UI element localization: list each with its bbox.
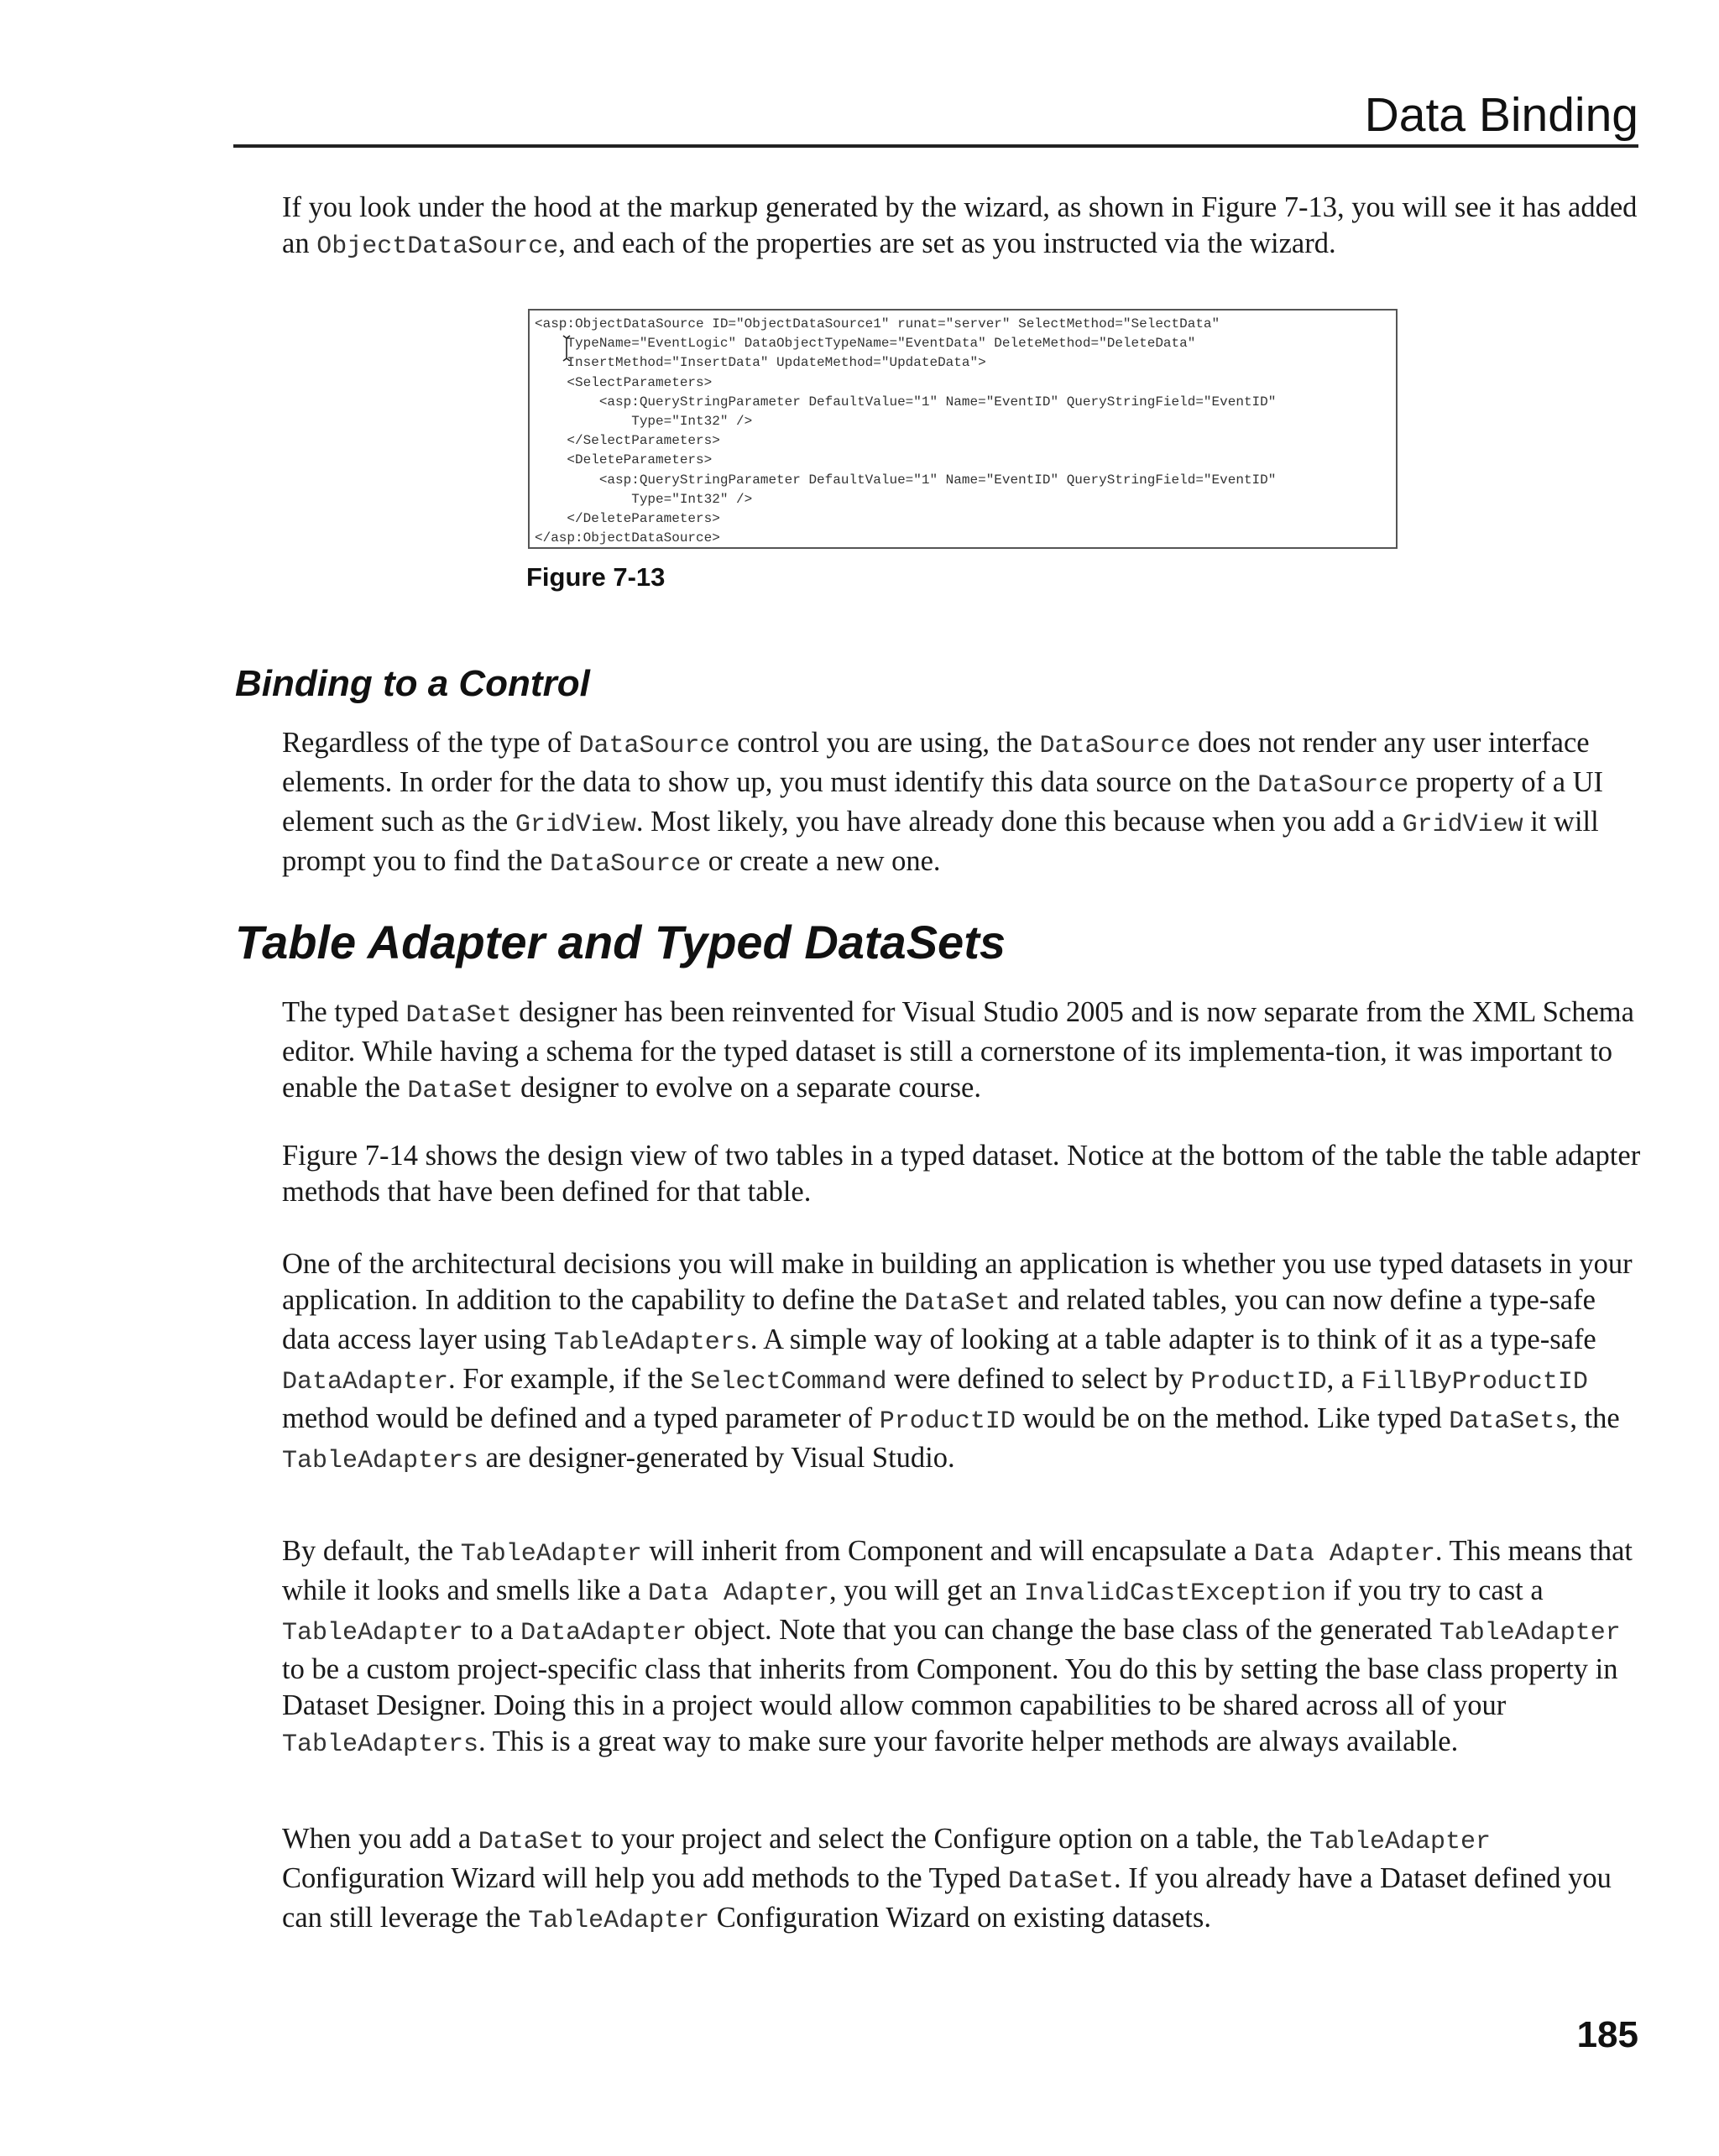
text-span: designer to evolve on a separate course.	[513, 1072, 981, 1104]
section-heading-binding: Binding to a Control	[235, 663, 590, 704]
code-span: DataAdapter	[520, 1619, 687, 1647]
text-span: . Most likely, you have already done this because when you add a	[635, 806, 1403, 838]
code-span: DataSource	[1257, 771, 1409, 800]
figure-caption: Figure 7-13	[526, 562, 666, 592]
text-span: designer has been reinvented for Visual Studio 2005 and is now separate from the XML Schema editor. While having a schema for the typed dataset is still a cornerstone of its implementa-tion, it was important to enable the	[282, 996, 1634, 1104]
code-line: Type="Int32" />	[535, 414, 753, 430]
code-line: <asp:ObjectDataSource ID="ObjectDataSource1" runat="server" SelectMethod="SelectData"	[535, 316, 1220, 331]
text-span: Configuration Wizard will help you add methods to the Typed	[282, 1862, 1008, 1894]
code-span: Data Adapter	[1253, 1540, 1435, 1569]
code-line: <SelectParameters>	[535, 374, 713, 390]
running-head-title: Data Binding	[1364, 88, 1638, 142]
code-line: </SelectParameters>	[535, 433, 720, 449]
code-span: TableAdapter	[282, 1619, 464, 1647]
code-span: DataSet	[478, 1828, 584, 1856]
code-span: DataSource	[550, 850, 702, 879]
code-span: TableAdapters	[282, 1731, 479, 1759]
text-span: Configuration Wizard on existing datasets.	[709, 1902, 1211, 1934]
adapter-paragraph-4	[282, 1533, 1642, 1763]
text-span: does not render any user interface elements. In order for the data to show up, you must identify this data source on the	[282, 727, 1590, 798]
binding-paragraph	[282, 725, 1642, 883]
text-span: to your project and select the Configure option on a table, the	[583, 1823, 1309, 1855]
text-span: would be on the method. Like typed	[1015, 1402, 1450, 1434]
text-span: , you will get an	[829, 1574, 1024, 1606]
text-span: it will prompt you to find the	[282, 806, 1599, 877]
text-span: . This is a great way to make sure your favorite helper methods are always available.	[478, 1725, 1459, 1757]
adapter-paragraph-5	[282, 1821, 1642, 1939]
code-span: DataAdapter	[282, 1368, 449, 1396]
text-span: control you are using, the	[729, 727, 1040, 759]
code-span: DataSets	[1449, 1407, 1570, 1436]
section-heading-table-adapter: Table Adapter and Typed DataSets	[235, 916, 1006, 968]
text-span: , the	[1570, 1402, 1620, 1434]
adapter-paragraph-1	[282, 994, 1642, 1109]
text-span: . For example, if the	[448, 1363, 691, 1395]
code-span: DataSource	[1039, 732, 1191, 760]
text-span: method would be defined and a typed parameter of	[282, 1402, 880, 1434]
code-span: ProductID	[1190, 1368, 1327, 1396]
running-head	[233, 86, 1638, 148]
page-number: 185	[1576, 2014, 1638, 2055]
code-span: TableAdapter	[1439, 1619, 1621, 1647]
text-span: to be a custom project-specific class that inherits from Component. You do this by setting the base class property in Dataset Designer. Doing this in a project would allow common capabilities to be shared across all of your	[282, 1653, 1618, 1721]
code-span: TableAdapters	[282, 1447, 479, 1475]
adapter-paragraph-3	[282, 1246, 1642, 1480]
text-span: When you add a	[282, 1823, 478, 1855]
text-span: property of a UI element such as the	[282, 766, 1604, 838]
code-span: ObjectDataSource	[316, 232, 559, 261]
text-span: object. Note that you can change the base class of the generated	[687, 1614, 1439, 1646]
code-span: Data Adapter	[647, 1579, 830, 1608]
code-line: Type="Int32" />	[535, 491, 753, 507]
code-span: DataSet	[407, 1077, 514, 1105]
text-span: If you look under the hood at the markup generated by the wizard, as shown in Figure 7-13, you will see it has added an	[282, 191, 1638, 259]
text-span: if you try to cast a	[1325, 1574, 1544, 1606]
text-cursor-icon	[562, 334, 575, 363]
code-span: InvalidCastException	[1023, 1579, 1326, 1608]
code-line: <DeleteParameters>	[535, 452, 713, 468]
code-span: TableAdapters	[553, 1329, 750, 1357]
text-span: , and each of the properties are set as you instructed via the wizard.	[558, 227, 1336, 259]
text-span: . A simple way of looking at a table adapter is to think of it as a type-safe	[750, 1323, 1596, 1355]
text-span: . This means that while it looks and smells like a	[282, 1535, 1633, 1606]
code-span: DataSource	[578, 732, 730, 760]
code-line: InsertMethod="InsertData" UpdateMethod="UpdateData">	[535, 355, 986, 371]
text-span: are designer-generated by Visual Studio.	[478, 1442, 955, 1474]
code-span: GridView	[515, 811, 636, 839]
adapter-paragraph-2: Figure 7-14 shows the design view of two tables in a typed dataset. Notice at the bottom of the table the table adapter methods that have been defined for that table.	[282, 1140, 1641, 1208]
text-span: The typed	[282, 996, 406, 1028]
code-line: <asp:QueryStringParameter DefaultValue="1" Name="EventID" QueryStringField="EventID"	[535, 394, 1277, 410]
text-span: were defined to select by	[886, 1363, 1191, 1395]
code-span: TableAdapter	[460, 1540, 642, 1569]
code-span: FillByProductID	[1361, 1368, 1588, 1396]
code-span: TableAdapter	[1309, 1828, 1492, 1856]
figure-7-13-code-screenshot	[528, 309, 1398, 549]
code-span: DataSet	[1007, 1867, 1114, 1896]
intro-paragraph	[282, 190, 1642, 265]
code-span: GridView	[1402, 811, 1523, 839]
code-line: </DeleteParameters>	[535, 511, 720, 527]
text-span: , a	[1326, 1363, 1361, 1395]
code-listing	[535, 315, 1276, 548]
text-span: By default, the	[282, 1535, 461, 1567]
code-span: TableAdapter	[528, 1907, 710, 1935]
text-span: or create a new one.	[701, 845, 941, 877]
code-span: SelectCommand	[690, 1368, 887, 1396]
code-line: </asp:ObjectDataSource>	[535, 530, 720, 546]
code-span: ProductID	[879, 1407, 1016, 1436]
text-span: will inherit from Component and will encapsulate a	[641, 1535, 1254, 1567]
text-span: and related tables, you can now define a type-safe data access layer using	[282, 1284, 1596, 1355]
text-span: . If you already have a Dataset defined you can still leverage the	[282, 1862, 1612, 1934]
text-span: to a	[463, 1614, 521, 1646]
code-line: <asp:QueryStringParameter DefaultValue="1" Name="EventID" QueryStringField="EventID"	[535, 472, 1277, 488]
text-span: Regardless of the type of	[282, 727, 579, 759]
code-span: DataSet	[405, 1001, 512, 1030]
text-span: One of the architectural decisions you will make in building an application is whether you use typed datasets in your application. In addition to the capability to define the	[282, 1248, 1633, 1316]
code-line: TypeName="EventLogic" DataObjectTypeName="EventData" DeleteMethod="DeleteData"	[535, 336, 1196, 352]
code-span: DataSet	[904, 1289, 1011, 1318]
